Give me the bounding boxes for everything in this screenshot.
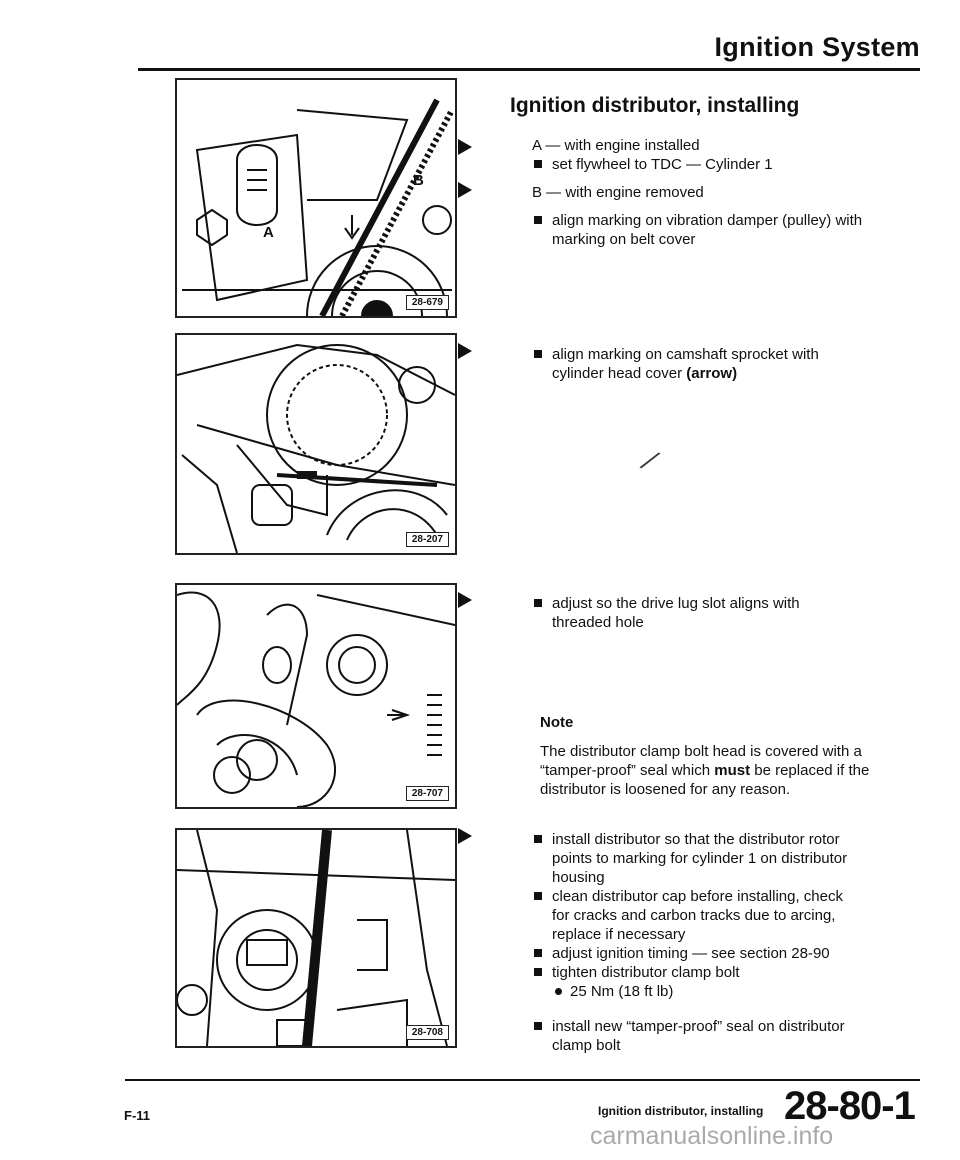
callout-a: A (263, 224, 274, 241)
section-title: Ignition distributor, installing (510, 94, 800, 117)
figure-2-drawing (177, 335, 455, 553)
condition-engine-installed: A — with engine installed (532, 137, 700, 154)
pointer-arrow (458, 182, 472, 198)
figure-3 (175, 583, 457, 809)
page-header-title: Ignition System (714, 32, 920, 62)
watermark: carmanualsonline.info (590, 1122, 834, 1150)
pointer-arrow (458, 592, 472, 608)
step-group-3 (532, 594, 862, 632)
figure-2 (175, 333, 457, 555)
torque-spec: 25 Nm (18 ft lb) (532, 982, 862, 1001)
figure-label: 28-707 (406, 786, 449, 801)
footer-rule (125, 1079, 920, 1081)
figure-3-drawing (177, 585, 455, 807)
step-group-2 (532, 345, 862, 383)
note-text (540, 742, 870, 799)
pointer-arrow (458, 139, 472, 155)
note-emphasis: must (714, 762, 751, 779)
figure-label: 28-679 (406, 295, 449, 310)
step-align-camshaft-text: align marking on camshaft sprocket with cylinder head cover (552, 346, 819, 382)
step-align-camshaft-emphasis: (arrow) (686, 365, 738, 382)
page-number: 28-80-1 (784, 1084, 915, 1128)
step-set-flywheel: set flywheel to TDC — Cylinder 1 (532, 155, 902, 174)
figure-1-drawing (177, 80, 455, 316)
footer-section-title: Ignition distributor, installing (598, 1104, 764, 1118)
step-group-4 (532, 830, 862, 1055)
note-heading: Note (540, 714, 574, 731)
step-clean-cap: clean distributor cap before installing, check for cracks and carbon tracks due to arcing, replace if necessary (532, 887, 862, 944)
step-align-damper: align marking on vibration damper (pulley) with marking on belt cover (532, 211, 902, 249)
step-group-1 (532, 136, 902, 249)
step-tighten-bolt: tighten distributor clamp bolt (532, 963, 862, 982)
footer-page-code: F-11 (124, 1108, 151, 1123)
condition-engine-removed: B — with engine removed (532, 184, 704, 201)
figure-4-drawing (177, 830, 455, 1046)
pointer-arrow (458, 828, 472, 844)
header-rule (138, 68, 920, 71)
figure-4 (175, 828, 457, 1048)
note-text-1: The distributor clamp bolt head is covered with a “tamper-proof” seal which (540, 743, 862, 779)
figure-1 (175, 78, 457, 318)
figure-label: 28-207 (406, 532, 449, 547)
step-adjust-drive-lug: adjust so the drive lug slot aligns with threaded hole (532, 594, 862, 632)
pointer-arrow (458, 343, 472, 359)
scribble-mark: ⁄ (642, 445, 659, 478)
callout-b: B (413, 172, 424, 189)
figure-label: 28-708 (406, 1025, 449, 1040)
step-adjust-timing: adjust ignition timing — see section 28-90 (532, 944, 862, 963)
step-align-camshaft (532, 345, 862, 383)
note-text-2: be replaced if the distributor is loosened for any reason. (540, 762, 870, 798)
step-install-distributor: install distributor so that the distributor rotor points to marking for cylinder 1 on distributor housing (532, 830, 862, 887)
step-install-seal: install new “tamper-proof” seal on distributor clamp bolt (532, 1017, 862, 1055)
note-block (540, 713, 870, 799)
